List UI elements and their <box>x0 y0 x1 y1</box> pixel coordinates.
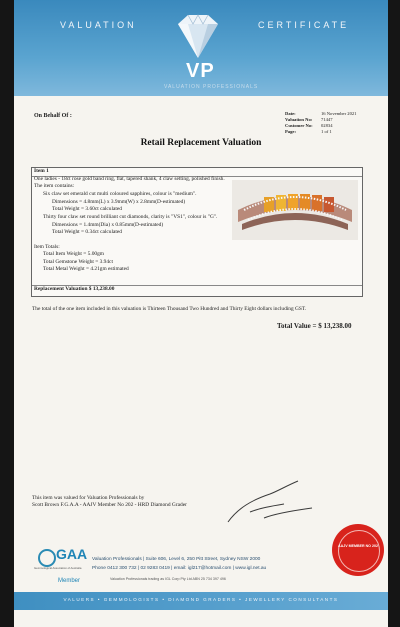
diamond-icon <box>168 12 228 62</box>
total-value: Total Value = $ 13,238.00 <box>277 322 352 330</box>
item-contains: The item contains: <box>34 183 75 189</box>
contact-phone-email: Phone 0412 300 732 | 02 9283 0419 | email: igl217@hotmail.com | www.igl.net.au <box>92 566 267 571</box>
diamond-dimensions: Dimensions = 1.4mm(Dia) x 0.85mm(D-estimated) <box>52 222 164 228</box>
stamp-text: AAJV MEMBER NO 202 <box>338 544 378 548</box>
gaa-logo-icon <box>38 549 56 567</box>
page-label: Page: <box>285 129 296 134</box>
item-description: One ladies - 18ct rose gold band ring, flat, tapered shank, 4 claw setting, polished finish. <box>34 176 225 182</box>
item-heading: Item 1 <box>34 168 49 174</box>
footer-bar <box>14 592 388 610</box>
certificate-page <box>14 0 388 627</box>
header-left-text: VALUATION <box>60 20 137 30</box>
total-gemstone-weight: Total Gemstone Weight = 3.94ct <box>43 259 113 265</box>
item-totals-heading: Item Totals: <box>34 244 60 250</box>
footer-text: VALUERS • GEMMOLOGISTS • DIAMOND GRADERS • JEWELLERY CONSULTANTS <box>63 597 339 602</box>
contact-trading-name: Valuation Professionals trading as IGL Corp Pty Ltd ABN 25 734 397 496 <box>110 577 226 581</box>
ring-photo <box>232 180 358 240</box>
valuer-name: Scott Brown F.G.A.A - AAJV Member No 202 - HRD Diamond Grader <box>32 502 187 508</box>
page-value: 1 of 1 <box>321 129 332 134</box>
replacement-valuation: Replacement Valuation $ 13,238.00 <box>34 286 115 292</box>
date-label: Date: <box>285 111 296 116</box>
contact-address: Valuation Professionals | Suite 606, Level 6, 250 Pitt Street, Sydney NSW 2000 <box>92 557 261 562</box>
customer-no-value: 02834 <box>321 123 333 128</box>
valuation-no-value: 71447 <box>321 117 333 122</box>
valuation-no-label: Valuation No: <box>285 117 313 122</box>
meta-block <box>285 111 356 135</box>
date-value: 16 November 2021 <box>321 111 357 116</box>
header-right-text: CERTIFICATE <box>258 20 350 30</box>
gaa-member-label: Member <box>58 578 81 584</box>
sapphire-dimensions: Dimensions = 4.8mm(L) x 3.9mm(W) x 2.8mm(D-estimated) <box>52 199 186 205</box>
total-metal-weight: Total Metal Weight = 4.21gm estimated <box>43 266 129 272</box>
on-behalf-label: On Behalf Of : <box>34 113 72 119</box>
valued-for-text: This item was valued for Valuation Professionals by <box>32 495 145 501</box>
certificate-header <box>14 0 388 96</box>
customer-no-label: Customer No: <box>285 123 313 128</box>
diamond-weight: Total Weight = 0.34ct calculated <box>52 229 122 235</box>
total-item-weight: Total Item Weight = 5.00gm <box>43 251 104 257</box>
sapphire-weight: Total Weight = 3.60ct calculated <box>52 206 122 212</box>
gaa-subtitle: Gemmological Association of Australia <box>34 566 82 570</box>
signature-image <box>220 478 320 528</box>
stamp-inner-ring <box>338 530 380 572</box>
sapphire-description: Six claw set emerald cut multi coloured sapphires, colour is "medium". <box>43 191 197 197</box>
diamond-description: Thirty four claw set round brilliant cut diamonds, clarity is "VS1", colour is "G". <box>43 214 218 220</box>
vp-logo: VP <box>186 60 215 82</box>
document-title: Retail Replacement Valuation <box>140 138 262 148</box>
aajv-member-stamp <box>332 524 384 576</box>
summary-text: The total of the one item included in this valuation is Thirteen Thousand Two Hundred and Thirty Eight dollars including GST. <box>32 306 307 312</box>
header-watermark: VALUATION PROFESSIONALS <box>164 84 259 90</box>
gaa-name: GAA <box>56 546 88 562</box>
